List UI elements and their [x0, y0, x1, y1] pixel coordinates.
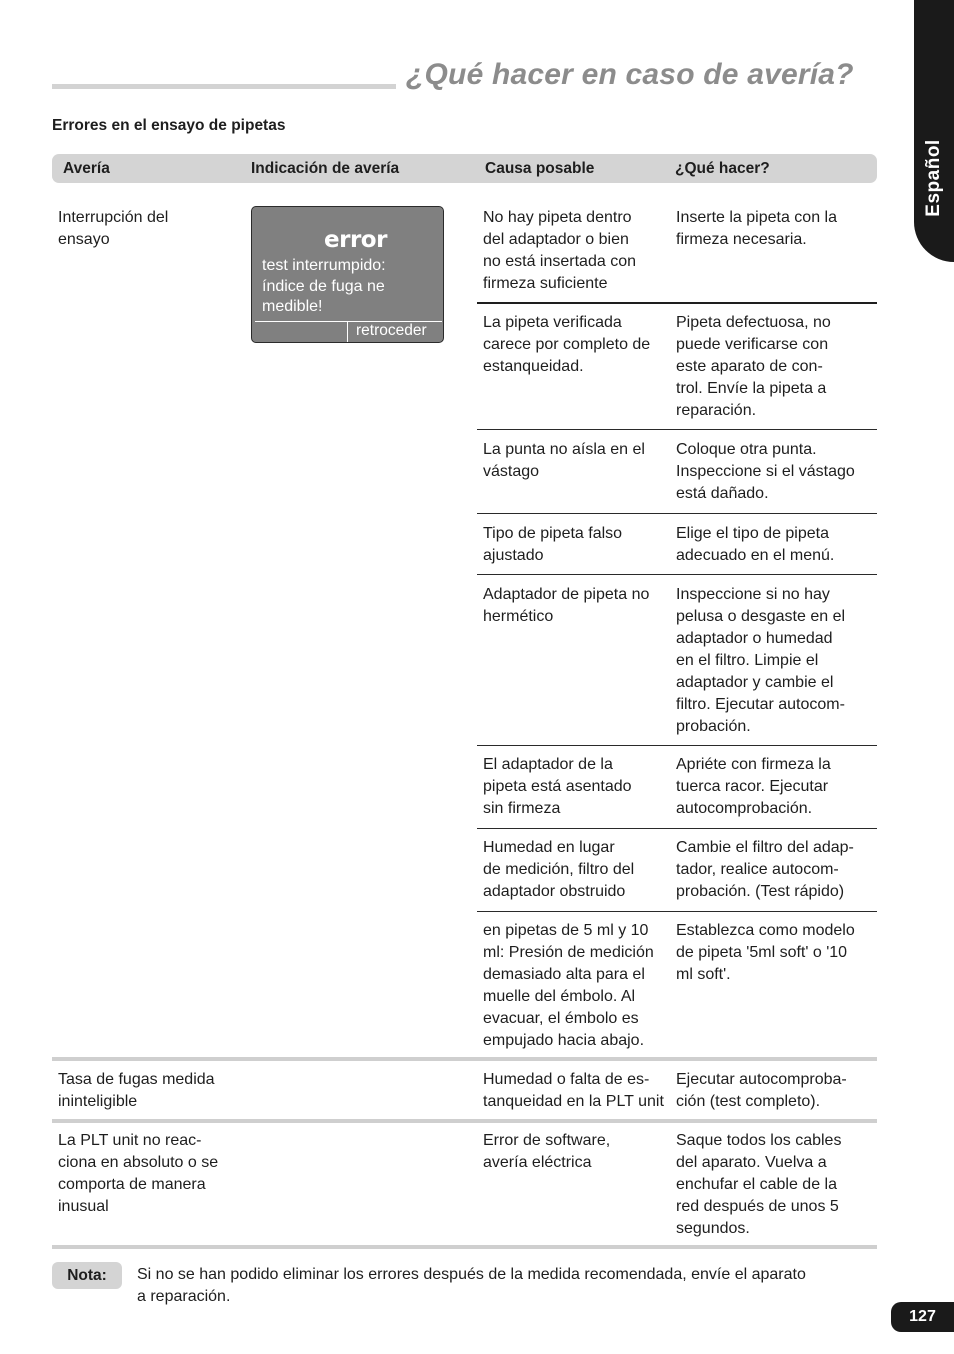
cause-cell: Humedad o falta de es- tanqueidad en la PLT unit: [483, 1071, 664, 1110]
fault-cell: Tasa de fugas medida ininteligible: [58, 1071, 215, 1110]
header-averia: Avería: [63, 160, 110, 177]
action-cell: Apriéte con firmeza la tuerca racor. Ejecutar autocomprobación.: [676, 756, 831, 817]
cause-cell: Tipo de pipeta falso ajustado: [483, 525, 623, 564]
language-tab-label: Español: [923, 139, 944, 217]
row-divider: [477, 513, 877, 514]
action-cell: Coloque otra punta. Inspeccione si el vástago está dañado.: [676, 441, 855, 502]
cause-cell: La punta no aísla en el vástago: [483, 441, 645, 480]
action-cell: Inspeccione si no hay pelusa o desgaste en el adaptador o humedad en el filtro. Limpie el adaptador y cambie el filtro. Ejecutar autocom- probación.: [676, 586, 846, 735]
page-number: 127: [891, 1302, 954, 1332]
table-header: [52, 154, 877, 183]
header-que-hacer: ¿Qué hacer?: [675, 160, 770, 177]
cause-cell: Humedad en lugar de medición, filtro del adaptador obstruido: [483, 839, 635, 900]
title-rule: [52, 84, 396, 89]
fault-cell: La PLT unit no reac- ciona en absoluto o se comporta de manera inusual: [58, 1132, 219, 1215]
action-cell: Cambie el filtro del adap- tador, realice autocom- probación. (Test rápido): [676, 839, 854, 900]
row-divider: [477, 911, 877, 912]
row-divider: [477, 302, 877, 304]
action-cell: Establezca como modelo de pipeta '5ml soft' o '10 ml soft'.: [676, 922, 855, 983]
error-display-title: error: [324, 227, 387, 253]
cause-cell: en pipetas de 5 ml y 10 ml: Presión de medición demasiado alta para el muelle del émbolo. Al evacuar, el émbolo es empujado hacia abajo.: [483, 922, 654, 1049]
action-cell: Elige el tipo de pipeta adecuado en el menú.: [676, 525, 835, 564]
row-divider: [477, 828, 877, 829]
cause-cell: No hay pipeta dentro del adaptador o bien no está insertada con firmeza suficiente: [483, 209, 636, 292]
fault-cell: Interrupción del ensayo: [58, 209, 169, 248]
cause-cell: Error de software, avería eléctrica: [483, 1132, 611, 1171]
note-text: Si no se han podido eliminar los errores después de la medida recomendada, envíe el aparato a reparación.: [137, 1266, 806, 1305]
header-causa: Causa posable: [485, 160, 595, 177]
error-display: [251, 206, 444, 343]
page-title: ¿Qué hacer en caso de avería?: [406, 58, 854, 91]
cause-cell: Adaptador de pipeta no hermético: [483, 586, 650, 625]
action-cell: Saque todos los cables del aparato. Vuelva a enchufar el cable de la red después de unos 5 segundos.: [676, 1132, 842, 1237]
header-indicacion: Indicación de avería: [251, 160, 400, 177]
error-display-message: test interrumpido: índice de fuga ne medible!: [262, 257, 386, 315]
group-divider: [52, 1119, 877, 1123]
action-cell: Ejecutar autocomproba- ción (test completo).: [676, 1071, 847, 1110]
cause-cell: La pipeta verificada carece por completo de estanqueidad.: [483, 314, 651, 375]
language-tab: [914, 0, 954, 262]
row-divider: [477, 429, 877, 430]
action-cell: Inserte la pipeta con la firmeza necesaria.: [676, 209, 837, 248]
error-display-softkey-separator: [347, 322, 348, 342]
action-cell: Pipeta defectuosa, no puede verificarse con este aparato de con- trol. Envíe la pipeta a reparación.: [676, 314, 831, 419]
group-divider: [52, 1057, 877, 1061]
row-divider: [477, 574, 877, 575]
group-divider: [52, 1245, 877, 1249]
retroceder-softkey: retroceder: [356, 322, 427, 339]
note-label: Nota:: [52, 1262, 122, 1289]
row-divider: [477, 745, 877, 746]
section-title: Errores en el ensayo de pipetas: [52, 117, 286, 134]
cause-cell: El adaptador de la pipeta está asentado sin firmeza: [483, 756, 632, 817]
